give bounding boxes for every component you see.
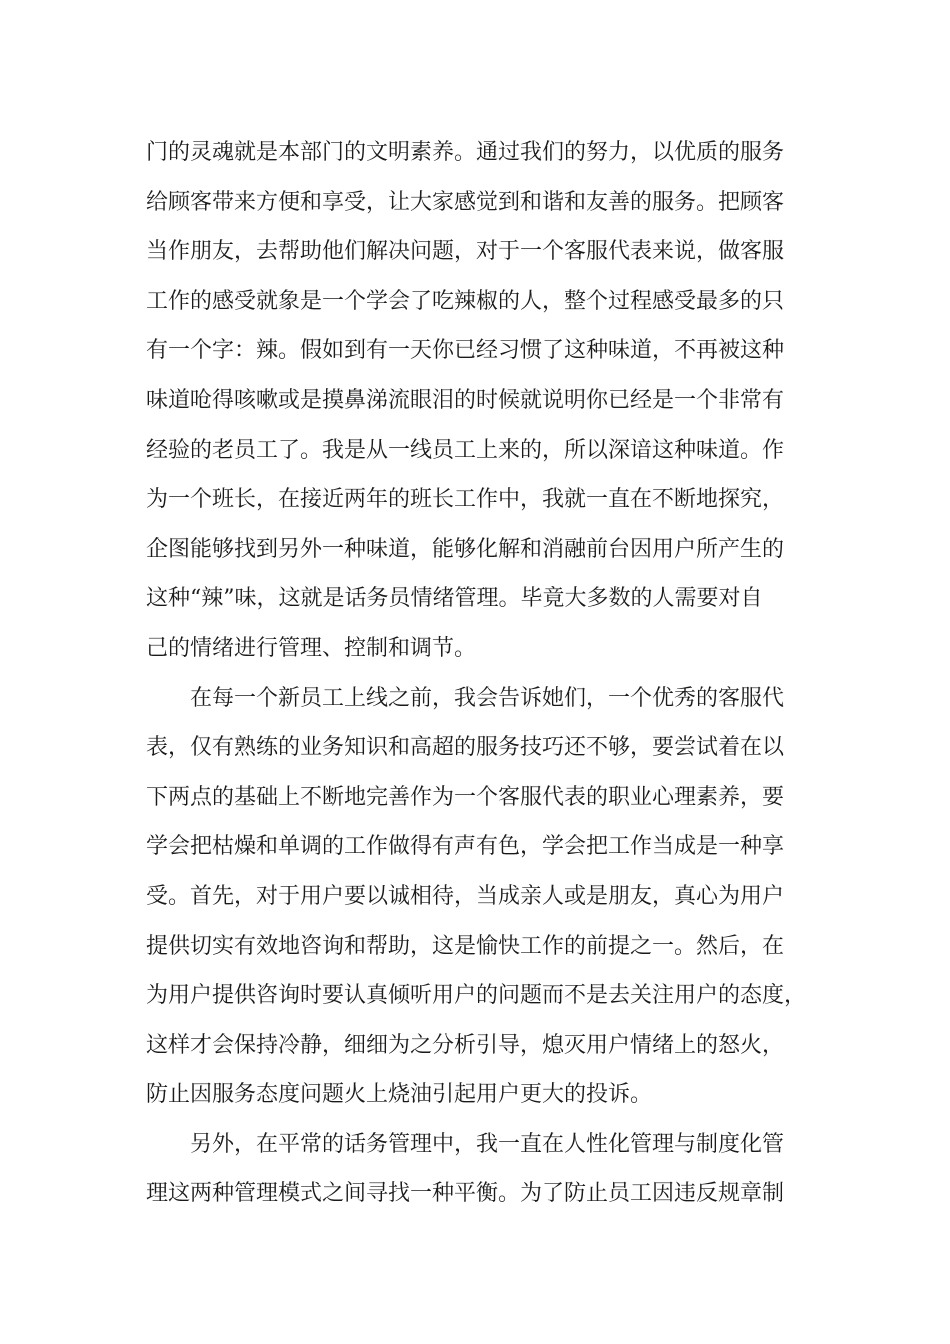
text-line: 学会把枯燥和单调的工作做得有声有色，学会把工作当成是一种享 [146, 834, 785, 860]
text-line: 理这两种管理模式之间寻找一种平衡。为了防止员工因违反规章制 [146, 1181, 785, 1207]
text-line: 门的灵魂就是本部门的文明素养。通过我们的努力，以优质的服务 [146, 140, 785, 165]
document-body [146, 128, 826, 1219]
text-line: 下两点的基础上不断地完善作为一个客服代表的职业心理素养，要 [146, 784, 785, 810]
text-line: 工作的感受就象是一个学会了吃辣椒的人，整个过程感受最多的只 [146, 288, 785, 314]
text-line: 味道呛得咳嗽或是摸鼻涕流眼泪的时候就说明你已经是一个非常有 [146, 387, 785, 413]
text-line: 有一个字：辣。假如到有一天你已经习惯了这种味道，不再被这种 [146, 338, 785, 364]
text-line: 己的情绪进行管理、控制和调节。 [146, 635, 477, 661]
text-line: 在每一个新员工上线之前，我会告诉她们，一个优秀的客服代 [190, 685, 785, 711]
text-line: 经验的老员工了。我是从一线员工上来的，所以深谙这种味道。作 [146, 437, 785, 463]
text-line: 受。首先，对于用户要以诚相待，当成亲人或是朋友，真心为用户 [146, 883, 785, 909]
text-line: 这样才会保持冷静，细细为之分析引导，熄灭用户情绪上的怒火， [146, 1032, 785, 1058]
text-line: 提供切实有效地咨询和帮助，这是愉快工作的前提之一。然后，在 [146, 933, 785, 959]
text-line: 当作朋友，去帮助他们解决问题，对于一个客服代表来说，做客服 [146, 239, 785, 265]
paragraph [146, 674, 826, 1120]
text-line: 防止因服务态度问题火上烧油引起用户更大的投诉。 [146, 1082, 653, 1108]
paragraph [146, 1120, 826, 1219]
text-line: 企图能够找到另外一种味道，能够化解和消融前台因用户所产生的 [146, 536, 785, 562]
text-line: 为一个班长，在接近两年的班长工作中，我就一直在不断地探究， [146, 487, 785, 513]
text-line: 为用户提供咨询时要认真倾听用户的问题而不是去关注用户的态度， [146, 983, 807, 1009]
text-line: 这种“辣”味，这就是话务员情绪管理。毕竟大多数的人需要对自 [146, 586, 763, 612]
text-line: 另外，在平常的话务管理中，我一直在人性化管理与制度化管 [190, 1131, 785, 1157]
paragraph [146, 128, 826, 674]
text-line: 表，仅有熟练的业务知识和高超的服务技巧还不够，要尝试着在以 [146, 735, 785, 761]
text-line: 给顾客带来方便和享受，让大家感觉到和谐和友善的服务。把顾客 [146, 189, 785, 215]
